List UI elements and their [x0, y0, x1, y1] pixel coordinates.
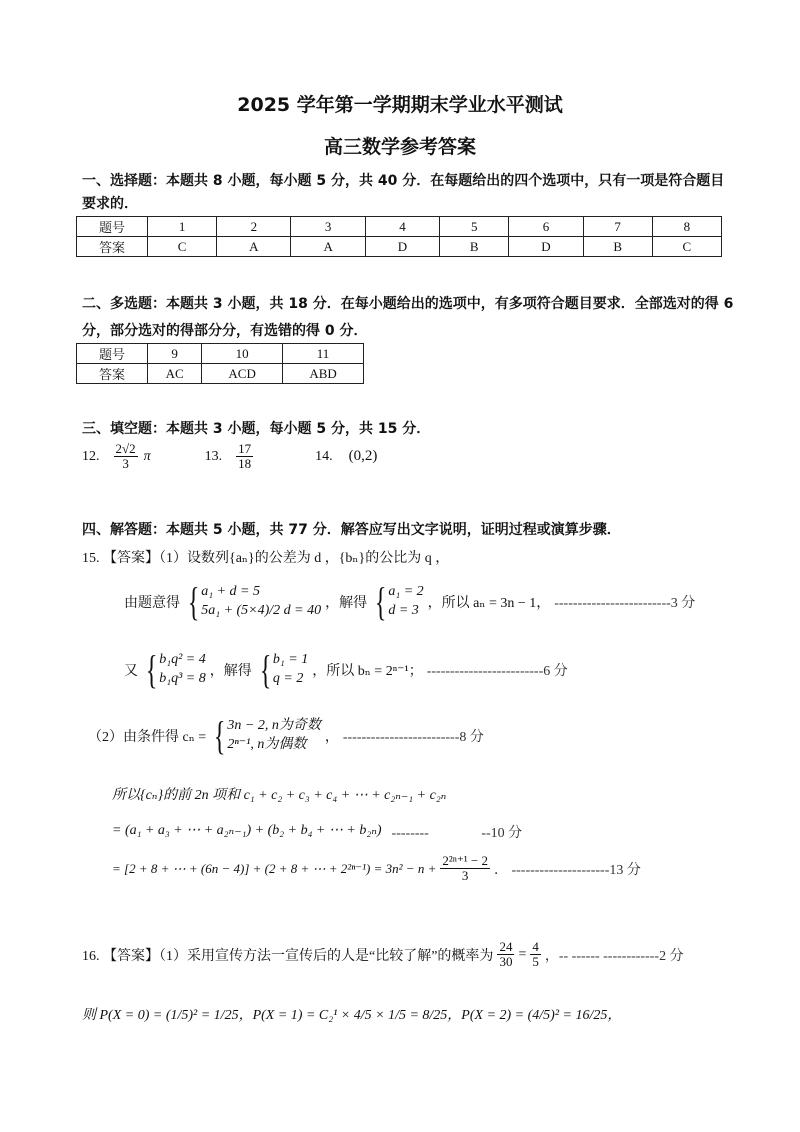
section-1-heading: 一、选择题：本题共 8 小题，每小题 5 分，共 40 分．在每题给出的四个选项中，只有一项是符合题目 — [82, 173, 725, 189]
table-cell: 8 — [652, 217, 721, 237]
q12-fraction — [114, 442, 138, 472]
table-cell: C — [652, 237, 721, 257]
problem-15-step-5 — [112, 822, 522, 842]
fraction-denominator: 3 — [461, 868, 469, 884]
equation: 5a₁ + (5×4)/2 d = 40 — [201, 603, 322, 618]
step-text: ，所以 bₙ = 2ⁿ⁻¹； — [312, 664, 423, 679]
section-2-heading: 二、多选题：本题共 3 小题，共 18 分．在每小题给出的选项中，有多项符合题目要求．全部选对的得 6 — [82, 296, 734, 312]
problem-15-step-2 — [124, 647, 568, 692]
section-2-heading-cont: 分，部分选对的得部分分，有选错的得 0 分． — [82, 323, 368, 339]
step-text: = (a₁ + a₃ + ⋯ + a₂ₙ₋₁) + (b₂ + b₄ + ⋯ + b₂ₙ) — [112, 823, 382, 838]
problem-15-step-4: 所以{cₙ}的前 2n 项和 c₁ + c₂ + c₃ + c₄ + ⋯ + c₂ₙ₋₁ + c₂ₙ — [112, 788, 447, 803]
q14-answer: (0,2) — [348, 448, 378, 465]
problem-16-header — [82, 940, 684, 970]
equation: b₁q³ = 8 — [159, 671, 206, 686]
page-title: 2025 学年第一学期期末学业水平测试 — [237, 94, 563, 116]
problem-15-step-3 — [88, 713, 484, 758]
fraction-numerator: 24 — [499, 939, 513, 954]
table-row — [77, 364, 364, 384]
step-text: 16. 【答案】（1）采用宣传方法一宣传后的人是“比较了解”的概率为 — [82, 948, 494, 964]
solution-system: { a₁ = 2 d = 3 — [374, 579, 424, 624]
score-mark: -------------------------3 分 — [554, 596, 696, 611]
problem-15-step-1 — [124, 579, 696, 624]
fill-in-answers — [82, 442, 377, 472]
table-cell: 7 — [583, 217, 652, 237]
score-mark: -------------------------6 分 — [426, 664, 568, 679]
fraction-numerator: 4 — [532, 939, 539, 954]
table-cell: 4 — [365, 217, 439, 237]
probability-fraction — [497, 940, 514, 970]
problem-16-distribution: 则 P(X = 0) = (1/5)² = 1/25，P(X = 1) = C₂¹ × 4/5 × 1/5 = 8/25，P(X = 2) = (4/5)² = 16/25， — [82, 1008, 622, 1023]
section-1-heading-cont: 要求的． — [82, 196, 138, 212]
table-cell: ABD — [283, 364, 364, 384]
table-cell: A — [217, 237, 291, 257]
step-text: 由题意得 — [124, 596, 180, 611]
equation: b₁ = 1 — [272, 652, 309, 668]
section-3-heading: 三、填空题：本题共 3 小题，每小题 5 分，共 15 分． — [82, 421, 431, 437]
problem-15-step-6 — [112, 854, 641, 884]
table-row — [77, 237, 722, 257]
step-text: ，所以 aₙ = 3n − 1， — [427, 596, 551, 611]
section-4-heading: 四、解答题：本题共 5 小题，共 77 分．解答应写出文字说明，证明过程或演算步骤． — [82, 522, 621, 538]
piecewise-definition: { 3n − 2, n为奇数 2ⁿ⁻¹, n为偶数 — [214, 713, 321, 758]
table-cell: 2 — [217, 217, 291, 237]
row-label: 题号 — [77, 344, 148, 364]
equation: a₁ = 2 — [388, 584, 424, 600]
table-cell: D — [365, 237, 439, 257]
table-cell: C — [148, 237, 217, 257]
equation-system: { b₁q² = 4 b₁q³ = 8 — [145, 647, 206, 692]
row-label: 题号 — [77, 217, 148, 237]
step-text: ，解得 — [325, 596, 368, 611]
fraction-denominator: 18 — [238, 456, 252, 472]
q13-fraction — [236, 442, 253, 472]
equation: b₁q² = 4 — [159, 652, 206, 668]
row-label: 答案 — [77, 237, 148, 257]
piecewise-case: 2ⁿ⁻¹, n为偶数 — [227, 737, 307, 752]
q12-label: 12. — [82, 448, 100, 464]
q12-pi: π — [143, 448, 151, 464]
choice-answer-table — [76, 216, 722, 257]
probability-fraction — [530, 940, 541, 970]
step-text: ，解得 — [209, 664, 252, 679]
q13-label: 13. — [204, 448, 223, 464]
table-cell: 1 — [148, 217, 217, 237]
q14-label: 14. — [315, 448, 333, 464]
piecewise-case: 3n − 2, n为奇数 — [227, 718, 321, 734]
table-cell: D — [509, 237, 583, 257]
table-cell: AC — [148, 364, 202, 384]
table-cell: 9 — [148, 344, 202, 364]
table-cell: 10 — [202, 344, 283, 364]
step-text: = [2 + 8 + ⋯ + (6n − 4)] + (2 + 8 + ⋯ + 2²ⁿ⁻¹) = 3n² − n + — [112, 860, 437, 876]
step-text: 又 — [124, 664, 138, 679]
equation: a₁ + d = 5 — [201, 584, 260, 600]
table-cell: B — [583, 237, 652, 257]
table-cell: 3 — [291, 217, 365, 237]
table-cell: 6 — [509, 217, 583, 237]
score-mark: ． ---------------------13 分 — [493, 862, 641, 878]
table-cell: A — [291, 237, 365, 257]
fraction-numerator: 2√2 — [115, 441, 136, 456]
equation-system: { a₁ + d = 5 5a₁ + (5×4)/2 d = 40 — [187, 579, 322, 624]
table-row — [77, 217, 722, 237]
table-cell: 5 — [440, 217, 509, 237]
solution-system: { b₁ = 1 q = 2 — [259, 647, 309, 692]
fraction-numerator: 17 — [238, 441, 252, 456]
score-mark: -------------------------8 分 — [342, 730, 484, 745]
step-text: ， — [324, 730, 339, 745]
table-cell: 11 — [283, 344, 364, 364]
step-text: （2）由条件得 cₙ = — [88, 730, 207, 745]
table-row — [77, 344, 364, 364]
table-cell: ACD — [202, 364, 283, 384]
equation: q = 2 — [272, 671, 304, 686]
sum-fraction — [440, 854, 490, 884]
table-cell: B — [440, 237, 509, 257]
score-mark: ，-- ------ ------------2 分 — [544, 948, 684, 964]
fraction-denominator: 3 — [122, 456, 129, 472]
equation: d = 3 — [388, 603, 419, 618]
fraction-denominator: 5 — [532, 954, 539, 970]
multi-answer-table — [76, 343, 364, 384]
equals-sign: = — [518, 946, 527, 962]
page-subtitle: 高三数学参考答案 — [323, 136, 476, 158]
score-mark: -------- --10 分 — [391, 826, 523, 841]
row-label: 答案 — [77, 364, 148, 384]
fraction-numerator: 2²ⁿ⁺¹ − 2 — [442, 853, 488, 868]
problem-15-header: 15. 【答案】（1）设数列{aₙ}的公差为 d ，{bₙ}的公比为 q ， — [82, 551, 450, 566]
fraction-denominator: 30 — [499, 954, 513, 970]
